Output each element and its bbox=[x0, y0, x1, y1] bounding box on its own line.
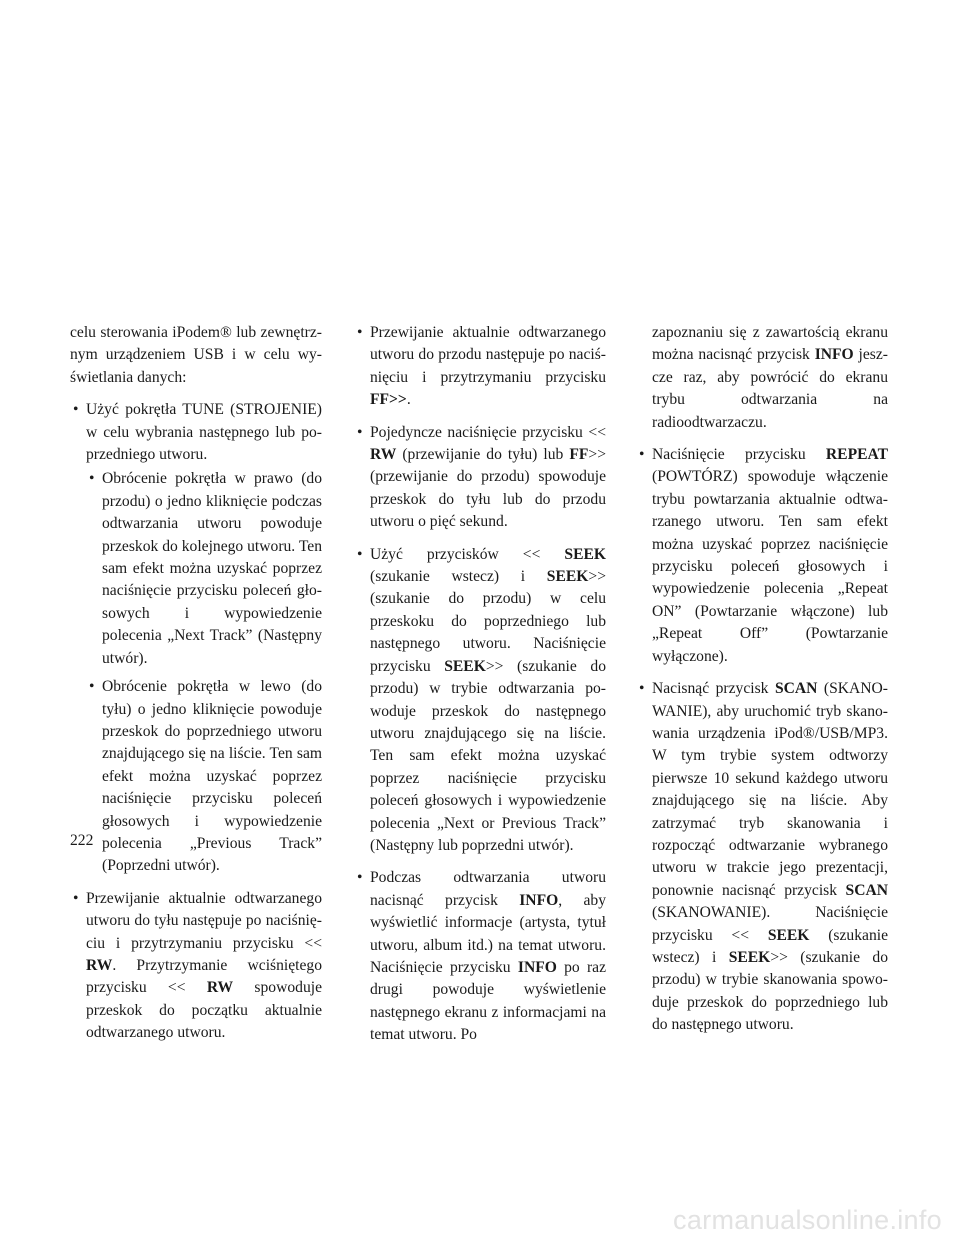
button-name-ff: FF>> bbox=[370, 391, 407, 409]
bullet-marker: • bbox=[89, 470, 95, 488]
button-name-repeat: REPEAT bbox=[825, 446, 888, 464]
list-item bbox=[354, 422, 606, 534]
text-run: Naciśnięcie przycisku bbox=[652, 446, 826, 464]
text-run: Przewijanie aktualnie odtwarzanego utworu do przodu następuje po naciśnięciu i przytrzymaniu przycisku bbox=[370, 324, 606, 386]
sub-list-item-text: Obrócenie pokrętła w prawo (do przodu) o jedno kliknięcie podczas odtwarzania utworu powoduje przeskok do kolejnego utworu. Ten sam efekt można uzyskać poprzez naciśnięcie przycisku poleceń głosowych i wypowiedzenie polecenia „Next Track” (Następny utwór). bbox=[102, 470, 322, 667]
bullet-marker: • bbox=[357, 324, 363, 341]
button-name-seek: SEEK bbox=[444, 657, 486, 675]
bullet-marker: • bbox=[639, 446, 645, 464]
button-name-ff: FF bbox=[569, 446, 589, 464]
button-name-seek: SEEK bbox=[546, 568, 589, 586]
text-run: (przewijanie do tyłu) lub bbox=[396, 446, 570, 464]
text-column-1 bbox=[70, 322, 322, 1055]
text-run: >> (szukanie do przodu) w trybie odtwarzania powoduje przeskok do następnego utworu znajdującego się na liście. Ten sam efekt można uzyskać poprzez naciśnięcie przycisku poleceń głosowych i wypowiedzenie polecenia „Next or Previous Track” (Następny lub poprzedni utwór). bbox=[370, 657, 606, 854]
list-item bbox=[354, 544, 606, 858]
bullet-marker: • bbox=[89, 678, 95, 696]
button-name-info: INFO bbox=[814, 346, 854, 364]
text-run: (szukanie wstecz) i bbox=[370, 568, 547, 586]
button-name-info: INFO bbox=[519, 891, 559, 909]
text-run: jeszcze raz, aby powrócić do ekranu trybu odtwarzania na radioodtwarzaczu. bbox=[652, 346, 888, 431]
text-run: >> (szukanie do przodu) w trybie skanowania spowoduje przeskok do poprzedniego lub do następnego utworu. bbox=[652, 948, 888, 1034]
text-run: Użyć przycisków << bbox=[370, 545, 565, 563]
text-run: >> (szukanie do przodu) w celu przeskoku do poprzedniego lub następnego utworu. Naciśnięcie przycisku bbox=[370, 568, 606, 675]
bullet-marker: • bbox=[357, 423, 363, 441]
text-run: po raz drugi powoduje wyświetlenie następnego ekranu z informacjami na temat utworu. Po bbox=[370, 958, 606, 1044]
sub-list-item-text: Obrócenie pokrętła w lewo (do tyłu) o jedno kliknięcie powoduje przeskok do poprzedniego utworu znajdującego się na liście. Ten sam efekt można uzyskać poprzez naciśnięcie przycisku poleceń głosowych i wypowiedzenie polecenia „Previous Track” (Poprzedni utwór). bbox=[102, 678, 322, 875]
text-run: Nacisnąć przycisk bbox=[652, 680, 775, 698]
bullet-list bbox=[636, 444, 888, 1037]
page-number: 222 bbox=[70, 832, 94, 849]
sub-list-item bbox=[86, 676, 322, 878]
text-column-3 bbox=[636, 322, 888, 1047]
text-column-2 bbox=[354, 322, 606, 1057]
bullet-list bbox=[70, 399, 322, 1044]
bullet-marker: • bbox=[357, 869, 363, 887]
list-item bbox=[636, 444, 888, 668]
watermark: carmanualsonline.info bbox=[673, 1205, 942, 1235]
button-name-scan: SCAN bbox=[845, 881, 888, 899]
button-name-rw: RW bbox=[206, 979, 234, 997]
button-name-scan: SCAN bbox=[774, 680, 818, 698]
text-run: (SKANOWANIE), aby uruchomić tryb skanowania urządzenia iPod®/USB/MP3. W tym trybie system odtworzy pierwsze 10 sekund każdego utworu znajdującego się na liście. Aby zatrzymać tryb skanowania i rozpocząć odtwarzanie wybranego utworu w trakcie jego prezentacji, ponownie nacisnąć przycisk bbox=[652, 680, 888, 899]
button-name-seek: SEEK bbox=[728, 948, 771, 966]
bullet-marker: • bbox=[357, 545, 363, 563]
bullet-marker: • bbox=[639, 680, 645, 698]
text-run: (SKANOWANIE). Naciśnięcie przycisku << bbox=[652, 904, 888, 944]
button-name-seek: SEEK bbox=[767, 926, 810, 944]
button-name-seek: SEEK bbox=[564, 545, 606, 563]
list-item bbox=[636, 678, 888, 1037]
text-run: . bbox=[406, 391, 411, 409]
bullet-list bbox=[354, 322, 606, 1047]
text-run: . Przytrzymanie wciśniętego przycisku << bbox=[86, 956, 322, 997]
bullet-marker: • bbox=[73, 889, 79, 907]
continuation-paragraph bbox=[636, 322, 888, 434]
text-run: (szukanie wstecz) i bbox=[652, 926, 888, 966]
text-run: spowoduje przeskok do początku aktualnie odtwarzanego utworu. bbox=[86, 979, 322, 1042]
list-item bbox=[354, 867, 606, 1046]
text-run: Podczas odtwarzania utworu nacisnąć przycisk bbox=[370, 869, 606, 909]
intro-paragraph: celu sterowania iPodem® lub zewnętrznym urządzeniem USB i w celu wyświetlania danych: bbox=[70, 324, 322, 386]
text-run: , aby wyświetlić informacje (artysta, tytuł utworu, album itd.) na temat utworu. Naciśnięcie przycisku bbox=[370, 891, 606, 976]
list-item-text: Użyć pokrętła TUNE (STROJENIE) w celu wybrania następnego lub poprzedniego utworu. bbox=[86, 401, 322, 464]
list-item bbox=[354, 322, 606, 412]
sub-bullet-list bbox=[86, 468, 322, 877]
list-item bbox=[70, 399, 322, 878]
bullet-marker: • bbox=[73, 401, 79, 419]
text-run: Przewijanie aktualnie odtwarzanego utworu do tyłu następuje po naciśnięciu i przytrzymaniu przycisku << bbox=[86, 889, 322, 952]
list-item bbox=[70, 888, 322, 1045]
text-run: >> (przewijanie do przodu) spowoduje przeskok do tyłu lub do przodu utworu o pięć sekund. bbox=[370, 446, 606, 531]
button-name-rw: RW bbox=[86, 956, 113, 974]
button-name-info: INFO bbox=[517, 958, 557, 976]
text-run: (POWTÓRZ) spowoduje włączenie trybu powtarzania aktualnie odtwarzanego utworu. Ten sam efekt można uzyskać poprzez naciśnięcie przycisku poleceń głosowych i wypowiedzenie polecenia „Repeat ON” (Powtarzanie włączone) lub „Repeat Off” (Powtarzanie wyłączone). bbox=[652, 468, 888, 665]
text-run: zapoznaniu się z zawartością ekranu można nacisnąć przycisk bbox=[652, 324, 888, 364]
text-run: Pojedyncze naciśnięcie przycisku << bbox=[370, 423, 606, 441]
button-name-rw: RW bbox=[370, 446, 397, 464]
sub-list-item bbox=[86, 468, 322, 670]
